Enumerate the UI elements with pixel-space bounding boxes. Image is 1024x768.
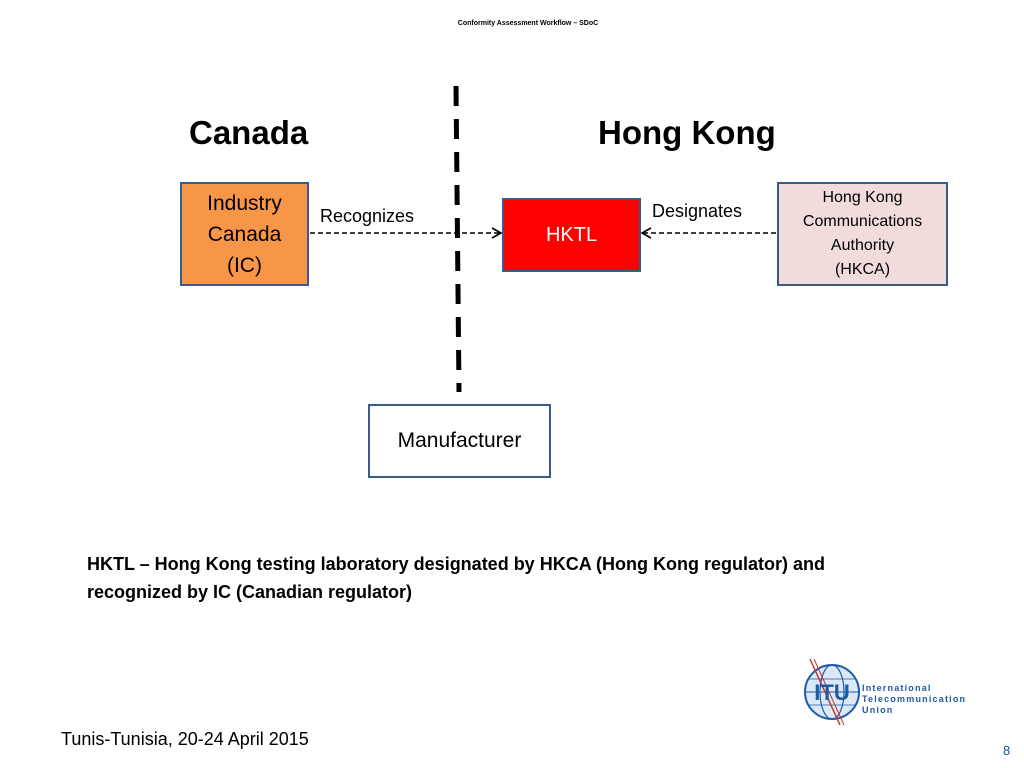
- footnote-line-1: HKTL – Hong Kong testing laboratory designated by HKCA (Hong Kong regulator) and: [87, 554, 825, 574]
- edge-label-recognizes: Recognizes: [320, 206, 415, 226]
- node-ic-line-2: Canada: [207, 222, 282, 246]
- logo-line-1: International: [862, 683, 932, 693]
- node-hktl-label: HKTL: [545, 223, 598, 246]
- footnote-line-2: recognized by IC (Canadian regulator): [87, 582, 413, 602]
- page-number: 8: [1003, 743, 1011, 758]
- region-label-canada: Canada: [189, 114, 309, 151]
- node-manufacturer: [368, 404, 551, 478]
- footer-event: Tunis-Tunisia, 20-24 April 2015: [61, 729, 309, 749]
- edge-label-designates: Designates: [652, 201, 743, 221]
- node-hkca-line-4: (HKCA): [834, 261, 891, 278]
- page-title: Conformity Assessment Workflow – SDoC: [457, 20, 599, 27]
- node-hkca: [777, 182, 948, 286]
- border-divider-line: [456, 86, 459, 392]
- logo-line-2: Telecommunication: [862, 694, 967, 704]
- node-hktl: [502, 198, 641, 272]
- node-industry-canada: [180, 182, 309, 286]
- region-label-hong-kong: Hong Kong: [598, 114, 776, 151]
- logo-line-3: Union: [862, 705, 894, 715]
- node-manufacturer-label: Manufacturer: [397, 429, 522, 452]
- svg-text:ITU: ITU: [814, 680, 850, 705]
- node-hkca-line-2: Communications: [802, 213, 923, 230]
- node-hkca-line-3: Authority: [830, 237, 895, 254]
- itu-logo-text: [862, 683, 966, 716]
- node-ic-line-1: Industry: [207, 191, 282, 215]
- footnote: [87, 550, 947, 606]
- node-hkca-line-1: Hong Kong: [822, 189, 903, 206]
- node-ic-line-3: (IC): [226, 253, 262, 277]
